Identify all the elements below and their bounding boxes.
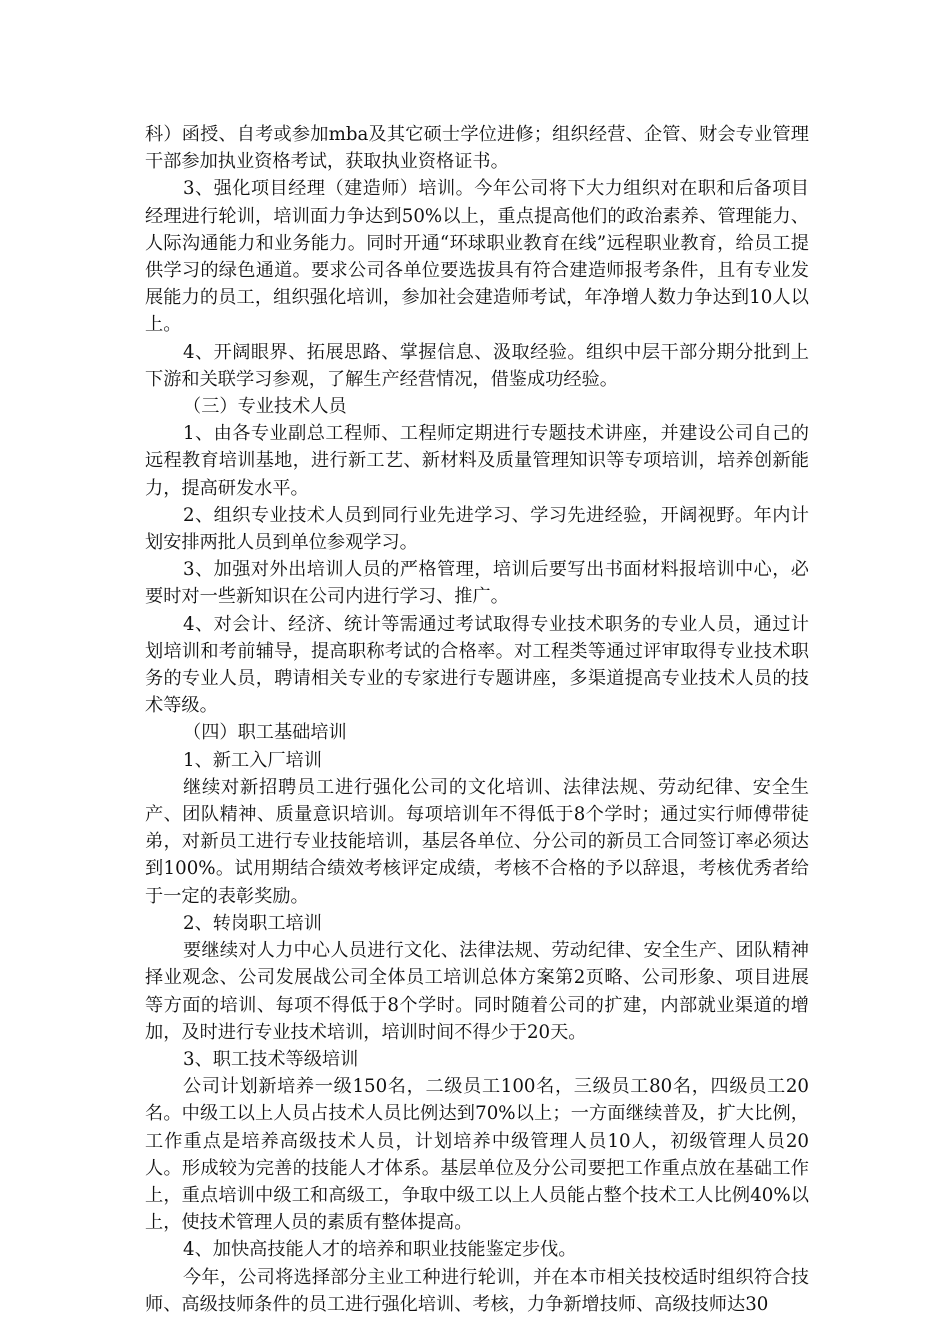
- subheading-transfer-training: 2、转岗职工培训: [183, 912, 322, 934]
- paragraph-project-manager-training: 3、强化项目经理（建造师）培训。今年公司将下大力组织对在职和后备项目经理进行轮训，培训面力争达到50%以上，重点提高他们的政治素养、管理能力、人际沟通能力和业务能力。同时开通“环球职业教育在线”远程职业教育，给员工提供学习的绿色通道。要求公司各单位要选拔具有符合建造师报考条件，且有专业发展能力的员工，组织强化培训，参加社会建造师考试，年净增人数力争达到10人以上。: [145, 178, 809, 336]
- paragraph-broaden-horizons: 4、开阔眼界、拓展思路、掌握信息、汲取经验。组织中层干部分期分批到上下游和关联学习参观，了解生产经营情况，借鉴成功经验。: [145, 341, 809, 390]
- paragraph-external-training-management: 3、加强对外出培训人员的严格管理，培训后要写出书面材料报培训中心，必要时对一些新知识在公司内进行学习、推广。: [145, 559, 809, 608]
- paragraph-certification-exams: 4、对会计、经济、统计等需通过考试取得专业技术职务的专业人员，通过计划培训和考前辅导，提高职称考试的合格率。对工程类等通过评审取得专业技术职务的专业人员，聘请相关专业的专家进行专题讲座，多渠道提高专业技术人员的技术等级。: [145, 613, 809, 717]
- paragraph-high-skill-talent: 今年，公司将选择部分主业工种进行轮训，并在本市相关技校适时组织符合技师、高级技师条件的员工进行强化培训、考核，力争新增技师、高级技师达30: [145, 1266, 809, 1315]
- section-heading-basic-training: （四）职工基础培训: [183, 722, 347, 744]
- paragraph-skill-level-training: 公司计划新培养一级150名，二级员工100名，三级员工80名，四级员工20名。中级工以上人员占技术人员比例达到70%以上；一方面继续普及，扩大比例，工作重点是培养高级技术人员，计划培养中级管理人员10人，初级管理人员20人。形成较为完善的技能人才体系。基层单位及分公司要把工作重点放在基础工作上，重点培训中级工和高级工，争取中级工以上人员能占整个技术工人比例40%以上，使技术管理人员的素质有整体提高。: [145, 1076, 809, 1234]
- subheading-high-skill-talent: 4、加快高技能人才的培养和职业技能鉴定步伐。: [183, 1239, 577, 1261]
- paragraph-technical-lectures: 1、由各专业副总工程师、工程师定期进行专题技术讲座，并建设公司自己的远程教育培训基地，进行新工艺、新材料及质量管理知识等专项培训，培养创新能力，提高研发水平。: [145, 423, 809, 499]
- paragraph-transfer-training: 要继续对人力中心人员进行文化、法律法规、劳动纪律、安全生产、团队精神择业观念、公司发展战公司全体员工培训总体方案第2页略、公司形象、项目进展等方面的培训、每项不得低于8个学时。同时随着公司的扩建，内部就业渠道的增加，及时进行专业技术培训，培训时间不得少于20天。: [145, 940, 809, 1043]
- subheading-new-employee-training: 1、新工入厂培训: [183, 749, 322, 771]
- paragraph-continuation: 科）函授、自考或参加mba及其它硕士学位进修；组织经营、企管、财会专业管理干部参加执业资格考试，获取执业资格证书。: [145, 124, 809, 173]
- document-body: [145, 121, 809, 1318]
- subheading-skill-level-training: 3、职工技术等级培训: [183, 1048, 359, 1070]
- paragraph-new-employee-training: 继续对新招聘员工进行强化公司的文化培训、法律法规、劳动纪律、安全生产、团队精神、质量意识培训。每项培训年不得低于8个学时；通过实行师傅带徒弟，对新员工进行专业技能培训，基层各单位、分公司的新员工合同签订率必须达到100%。试用期结合绩效考核评定成绩，考核不合格的予以辞退，考核优秀者给于一定的表彰奖励。: [145, 776, 809, 907]
- section-heading-technical-staff: （三）专业技术人员: [183, 396, 347, 418]
- paragraph-industry-study: 2、组织专业技术人员到同行业先进学习、学习先进经验，开阔视野。年内计划安排两批人员到单位参观学习。: [145, 504, 809, 554]
